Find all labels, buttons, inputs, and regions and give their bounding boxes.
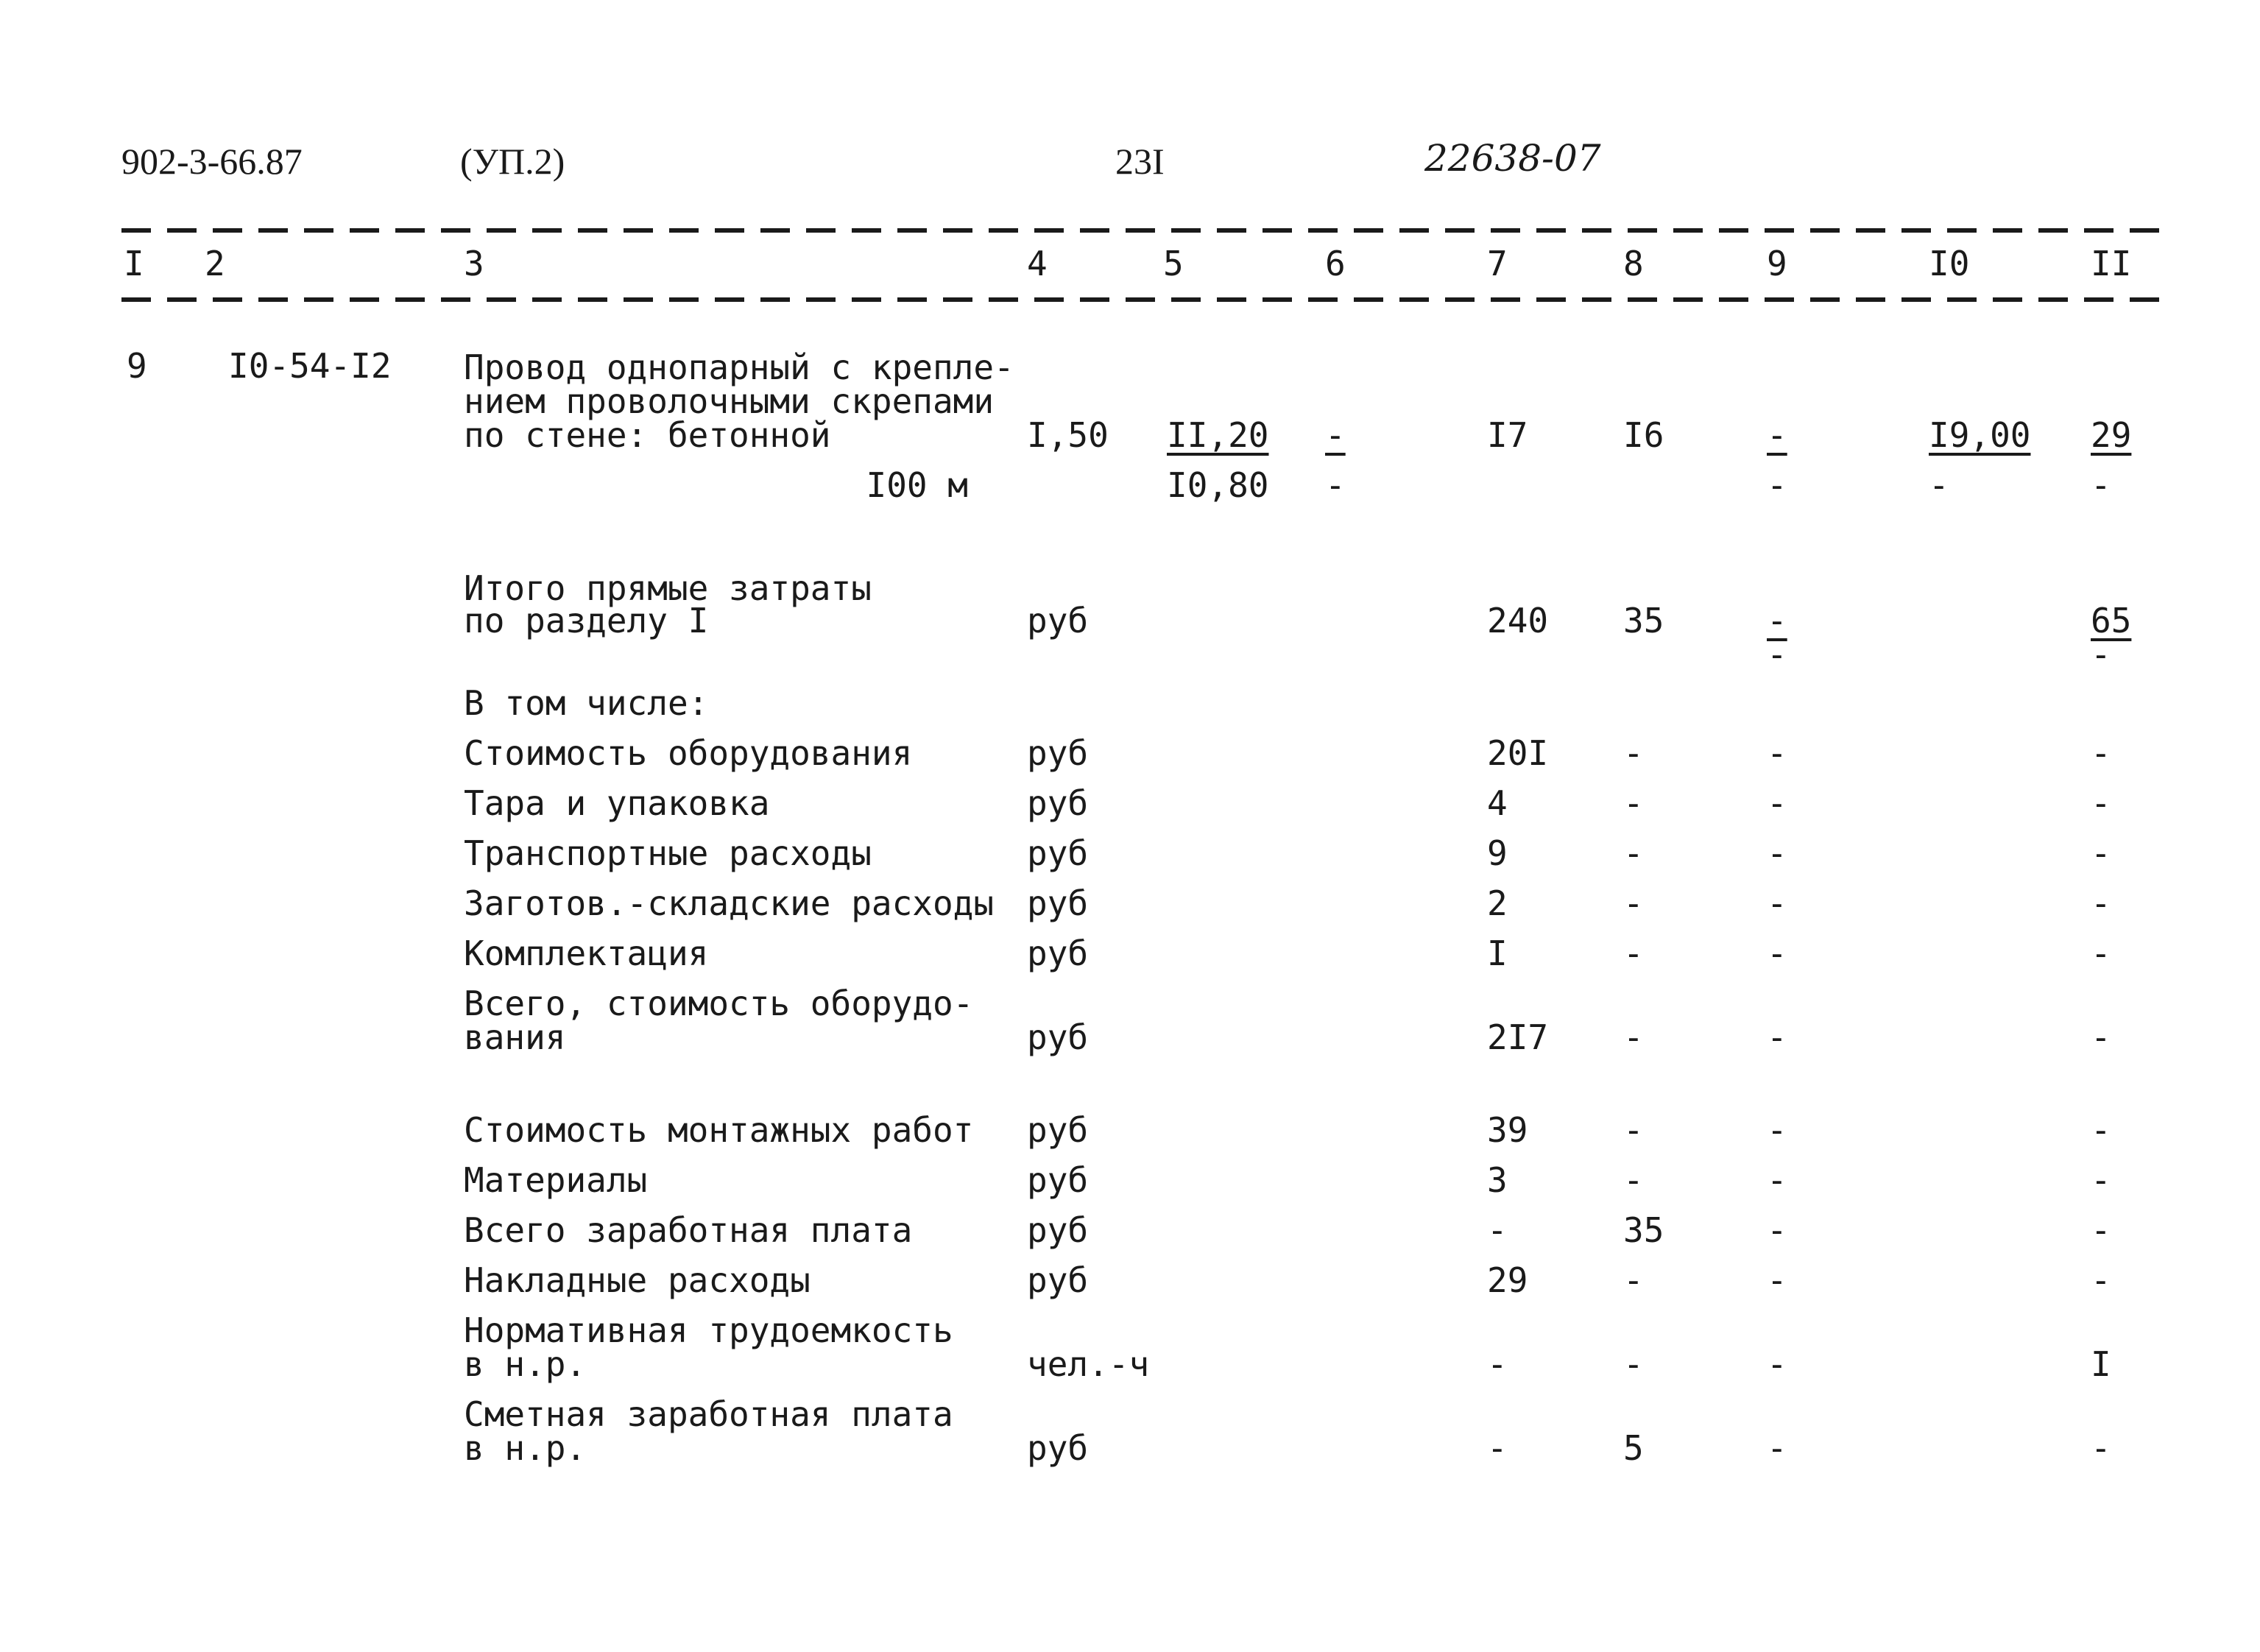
- total-col8: 35: [1623, 601, 1664, 640]
- total-col9-top: -: [1767, 601, 1787, 640]
- row-unit: руб: [1027, 783, 1089, 823]
- row-col7: -: [1487, 1344, 1508, 1384]
- in-that-label: В том числе:: [464, 683, 709, 723]
- row-col8: -: [1623, 833, 1644, 873]
- total-unit: руб: [1027, 601, 1089, 640]
- row-col9: -: [1767, 933, 1787, 973]
- row-col9: -: [1767, 1017, 1787, 1057]
- column-header: I: [124, 244, 144, 283]
- item-quantity: I,50: [1027, 415, 1109, 455]
- row-col8: 5: [1623, 1428, 1644, 1468]
- row-col11: -: [2091, 1210, 2111, 1250]
- row-unit: руб: [1027, 1160, 1089, 1200]
- row-col9: -: [1767, 1344, 1787, 1384]
- row-label-line: Сметная заработная плата: [464, 1394, 953, 1434]
- row-col9: -: [1767, 833, 1787, 873]
- row-unit: руб: [1027, 883, 1089, 923]
- column-header: 9: [1767, 244, 1787, 283]
- item-col5-bottom: I0,80: [1167, 465, 1269, 505]
- row-col8: -: [1623, 1017, 1644, 1057]
- row-col11: -: [2091, 1110, 2111, 1150]
- column-header: 5: [1163, 244, 1184, 283]
- column-header: II: [2091, 244, 2132, 283]
- item-description-line: по стене: бетонной: [464, 415, 831, 455]
- row-label-line: в н.р.: [464, 1344, 587, 1384]
- column-header: 6: [1325, 244, 1346, 283]
- row-col9: -: [1767, 1428, 1787, 1468]
- album-number: (УП.2): [460, 141, 565, 182]
- row-col11: -: [2091, 733, 2111, 773]
- row-col7: 9: [1487, 833, 1508, 873]
- row-label-line: вания: [464, 1017, 566, 1057]
- item-col7: I7: [1487, 415, 1528, 455]
- column-header: 4: [1027, 244, 1048, 283]
- row-col9: -: [1767, 1110, 1787, 1150]
- row-col11: -: [2091, 933, 2111, 973]
- row-label-line: Накладные расходы: [464, 1260, 811, 1300]
- item-col11-bottom: -: [2091, 465, 2111, 505]
- row-col8: 35: [1623, 1210, 1664, 1250]
- row-label-line: в н.р.: [464, 1428, 587, 1468]
- row-label-line: Нормативная трудоемкость: [464, 1310, 953, 1350]
- row-col8: -: [1623, 783, 1644, 823]
- row-unit: руб: [1027, 933, 1089, 973]
- row-label-line: Стоимость монтажных работ: [464, 1110, 974, 1150]
- total-col11-bottom: -: [2091, 635, 2111, 674]
- total-col11-top: 65: [2091, 601, 2132, 640]
- row-col7: 3: [1487, 1160, 1508, 1200]
- item-number: 9: [127, 346, 147, 386]
- row-unit: руб: [1027, 733, 1089, 773]
- row-label-line: Всего, стоимость оборудо-: [464, 984, 974, 1023]
- item-col6-top: -: [1325, 415, 1346, 455]
- item-col5-top: II,20: [1167, 415, 1269, 455]
- row-col11: -: [2091, 1160, 2111, 1200]
- row-col8: -: [1623, 1260, 1644, 1300]
- item-description-line: нием проволочными скрепами: [464, 381, 995, 421]
- row-col9: -: [1767, 1160, 1787, 1200]
- total-label-line: по разделу I: [464, 601, 709, 640]
- row-col7: 2: [1487, 883, 1508, 923]
- row-label-line: Всего заработная плата: [464, 1210, 913, 1250]
- header-rule-bottom: [121, 297, 2161, 302]
- row-col7: -: [1487, 1428, 1508, 1468]
- total-col7: 240: [1487, 601, 1549, 640]
- row-col8: -: [1623, 933, 1644, 973]
- row-col8: -: [1623, 733, 1644, 773]
- row-unit: руб: [1027, 1428, 1089, 1468]
- row-col8: -: [1623, 1344, 1644, 1384]
- row-col8: -: [1623, 1110, 1644, 1150]
- row-col7: 20I: [1487, 733, 1549, 773]
- item-col10-top: I9,00: [1929, 415, 2031, 455]
- item-col11-top: 29: [2091, 415, 2132, 455]
- row-col7: 4: [1487, 783, 1508, 823]
- column-header: 2: [205, 244, 225, 283]
- row-col9: -: [1767, 1210, 1787, 1250]
- row-label-line: Заготов.-складские расходы: [464, 883, 995, 923]
- row-unit: руб: [1027, 1210, 1089, 1250]
- item-code: I0-54-I2: [228, 346, 392, 386]
- row-col11: -: [2091, 833, 2111, 873]
- row-col8: -: [1623, 1160, 1644, 1200]
- row-label-line: Комплектация: [464, 933, 709, 973]
- serial-number: 22638-07: [1424, 137, 1601, 180]
- column-header: 8: [1623, 244, 1644, 283]
- row-unit: руб: [1027, 833, 1089, 873]
- total-col9-bottom: -: [1767, 635, 1787, 674]
- row-col11: I: [2091, 1344, 2111, 1384]
- row-label-line: Тара и упаковка: [464, 783, 770, 823]
- page-number: 23I: [1115, 141, 1165, 182]
- row-col11: -: [2091, 783, 2111, 823]
- row-col11: -: [2091, 1428, 2111, 1468]
- row-col9: -: [1767, 733, 1787, 773]
- item-col9-top: -: [1767, 415, 1787, 455]
- column-header: 7: [1487, 244, 1508, 283]
- doc-code: 902-3-66.87: [121, 141, 303, 182]
- row-label-line: Транспортные расходы: [464, 833, 872, 873]
- row-unit: руб: [1027, 1017, 1089, 1057]
- row-unit: чел.-ч: [1027, 1344, 1150, 1384]
- row-col7: -: [1487, 1210, 1508, 1250]
- row-col7: I: [1487, 933, 1508, 973]
- row-col11: -: [2091, 1260, 2111, 1300]
- row-col9: -: [1767, 1260, 1787, 1300]
- row-label-line: Стоимость оборудования: [464, 733, 913, 773]
- row-unit: руб: [1027, 1260, 1089, 1300]
- row-unit: руб: [1027, 1110, 1089, 1150]
- item-description-line: Провод однопарный с крепле-: [464, 347, 1014, 387]
- total-label-line: Итого прямые затраты: [464, 568, 872, 608]
- row-col11: -: [2091, 1017, 2111, 1057]
- item-col9-bottom: -: [1767, 465, 1787, 505]
- header-rule-top: [121, 228, 2161, 233]
- row-col9: -: [1767, 883, 1787, 923]
- column-header: I0: [1929, 244, 1970, 283]
- row-col8: -: [1623, 883, 1644, 923]
- column-header: 3: [464, 244, 484, 283]
- item-col6-bottom: -: [1325, 465, 1346, 505]
- row-col11: -: [2091, 883, 2111, 923]
- row-col7: 29: [1487, 1260, 1528, 1300]
- item-unit: I00 м: [866, 465, 968, 505]
- item-col10-bottom: -: [1929, 465, 1949, 505]
- row-col7: 2I7: [1487, 1017, 1549, 1057]
- row-label-line: Материалы: [464, 1160, 648, 1200]
- row-col7: 39: [1487, 1110, 1528, 1150]
- row-col9: -: [1767, 783, 1787, 823]
- item-col8: I6: [1623, 415, 1664, 455]
